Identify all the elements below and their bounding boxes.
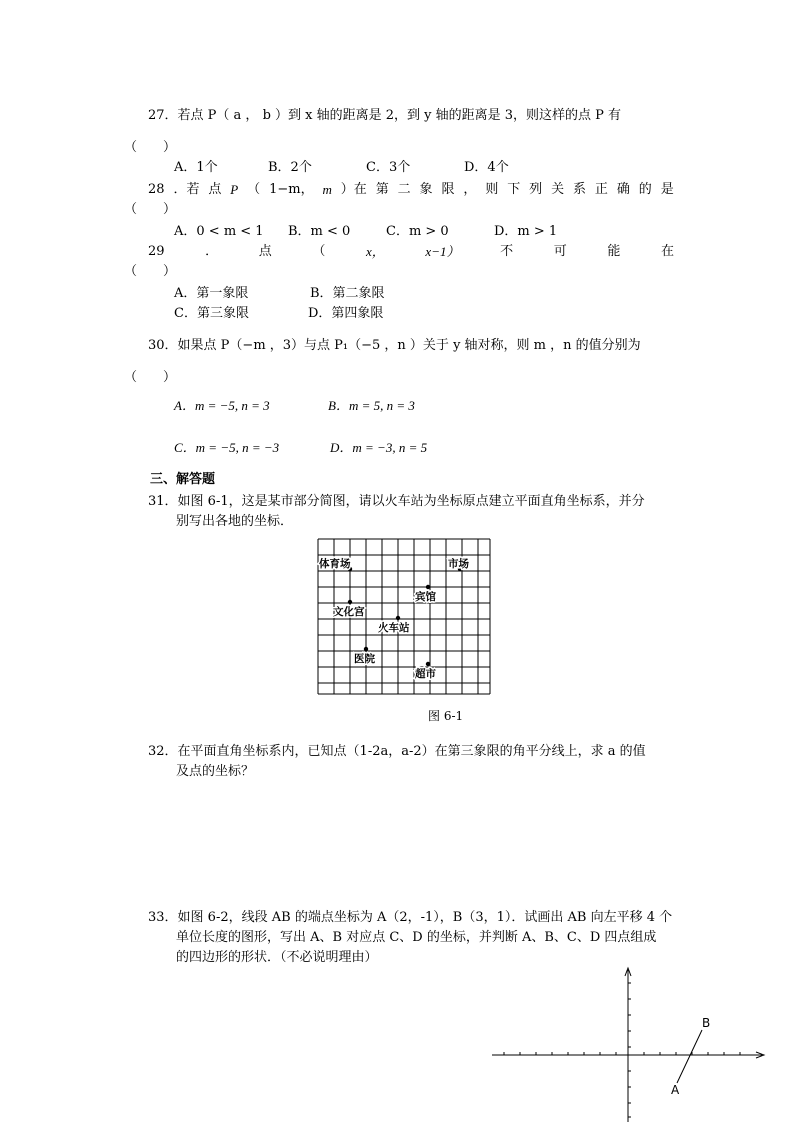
q33-stem-line2: 单位长度的图形，写出 A、B 对应点 C、D 的坐标，并判断 A、B、C、D 四点组成 <box>176 930 657 945</box>
q28-option-b: B．m < 0 <box>288 224 351 239</box>
q30-options <box>174 398 494 458</box>
q28-tok: 的 <box>638 182 652 197</box>
hotel-point <box>426 585 430 589</box>
q33-stem-line1: 33．如图 6-2，线段 AB 的端点坐标为 A（2，-1），B（3，1）．试画出 AB 向左平移 4 个 <box>148 910 673 925</box>
q30-answer-paren: （ ） <box>124 370 177 385</box>
culture-palace-point <box>348 600 352 604</box>
q28-tok: 系 <box>573 182 587 197</box>
market-label: 市场 <box>448 558 469 570</box>
q30-option-b: B．m = 5, n = 3 <box>328 398 415 413</box>
q27-answer-paren: （ ） <box>124 140 177 155</box>
q28-answer-paren: （ ） <box>124 202 177 217</box>
q28-tok: 正 <box>594 182 608 197</box>
q29-tok: 可 <box>553 244 567 259</box>
q29-tok: 不 <box>500 244 514 259</box>
q28-tok: 1−m， <box>269 182 314 197</box>
segment-ab <box>677 1030 702 1083</box>
map-figure-6-1 <box>317 538 497 698</box>
q28-tok: P <box>230 182 239 197</box>
q28-tok: 第 <box>375 182 389 197</box>
q29-tok: x−1） <box>425 244 460 259</box>
supermarket-label: 超市 <box>415 668 436 680</box>
point-b-label: B <box>702 1016 711 1030</box>
coordinate-figure-6-2 <box>486 966 786 1126</box>
q29-tok: 点 <box>258 244 272 259</box>
q28-tok: ）在 <box>340 182 367 197</box>
q28-tok: 是 <box>660 182 674 197</box>
q28-tok: 象 <box>419 182 433 197</box>
q27-stem: 27．若点 P（ a ， b ）到 x 轴的距离是 2，到 y 轴的距离是 3，则这样的点 P 有 <box>148 108 622 123</box>
q28-option-c: C．m > 0 <box>386 224 449 239</box>
q30-option-d: D．m = −3, n = 5 <box>330 440 428 455</box>
train-station-point <box>396 616 400 620</box>
hospital-label: 医院 <box>354 653 375 665</box>
section-heading: 三、解答题 <box>150 472 216 487</box>
q29-tok: x， <box>366 244 385 259</box>
q29-tok: 29 <box>148 244 165 259</box>
q33-stem-line3: 的四边形的形状．（不必说明理由） <box>176 950 378 965</box>
q28-tok: 确 <box>616 182 630 197</box>
q27-option-c: C．3个 <box>366 160 411 175</box>
q29-tok: 在 <box>660 244 674 259</box>
y-axis <box>625 968 631 1122</box>
q29-option-d: D．第四象限 <box>308 306 384 321</box>
q28-tok: ， <box>463 182 477 197</box>
q28-option-a: A．0 < m < 1 <box>174 224 264 239</box>
q29-option-a: A．第一象限 <box>174 286 249 301</box>
q28-tok: 则 <box>485 182 499 197</box>
q32-stem-line1: 32．在平面直角坐标系内，已知点（1-2a，a-2）在第三象限的角平分线上，求 a 的值 <box>148 744 646 759</box>
q28-tok: 列 <box>529 182 543 197</box>
q28-option-d: D．m > 1 <box>494 224 558 239</box>
q28-tok: m <box>322 182 332 197</box>
q29-tok: 能 <box>607 244 621 259</box>
q27-option-a: A．1个 <box>174 160 218 175</box>
q27-option-b: B．2个 <box>268 160 312 175</box>
hotel-label: 宾馆 <box>415 591 436 603</box>
q29-stem <box>148 244 674 260</box>
train-station-label: 火车站 <box>378 622 410 634</box>
q28-tok: 28 <box>148 182 165 197</box>
supermarket-point <box>426 662 430 666</box>
q29-option-c: C．第三象限 <box>174 306 249 321</box>
q28-stem <box>148 182 674 198</box>
q29-tok: （ <box>312 244 326 259</box>
q28-tok: 点 <box>208 182 222 197</box>
point-a-label: A <box>671 1083 680 1097</box>
q28-tok: 二 <box>397 182 411 197</box>
q28-tok: 下 <box>507 182 521 197</box>
q28-tok: （ <box>247 182 261 197</box>
stadium-label: 体育场 <box>319 558 351 570</box>
hospital-point <box>364 647 368 651</box>
q29-option-b: B．第二象限 <box>310 286 385 301</box>
q27-option-d: D．4个 <box>464 160 509 175</box>
q31-stem-line2: 别写出各地的坐标． <box>176 514 294 529</box>
q32-stem-line2: 及点的坐标？ <box>176 764 255 779</box>
q29-options <box>174 286 474 326</box>
q30-stem: 30．如果点 P（−m ，3）与点 P₁（−5 ，n ）关于 y 轴对称，则 m ，n 的值分别为 <box>148 338 641 353</box>
figure-caption-6-1: 图 6-1 <box>428 709 464 723</box>
q30-option-c: C．m = −5, n = −3 <box>174 440 280 455</box>
q28-tok: 关 <box>551 182 565 197</box>
q28-tok: ．若 <box>173 182 200 197</box>
q29-tok: ． <box>205 244 219 259</box>
culture-palace-label: 文化宫 <box>333 606 365 618</box>
q29-answer-paren: （ ） <box>124 264 177 279</box>
q31-stem-line1: 31．如图 6-1，这是某市部分简图，请以火车站为坐标原点建立平面直角坐标系，并分 <box>148 494 645 509</box>
q30-option-a: A．m = −5, n = 3 <box>174 398 270 413</box>
q28-tok: 限 <box>441 182 455 197</box>
